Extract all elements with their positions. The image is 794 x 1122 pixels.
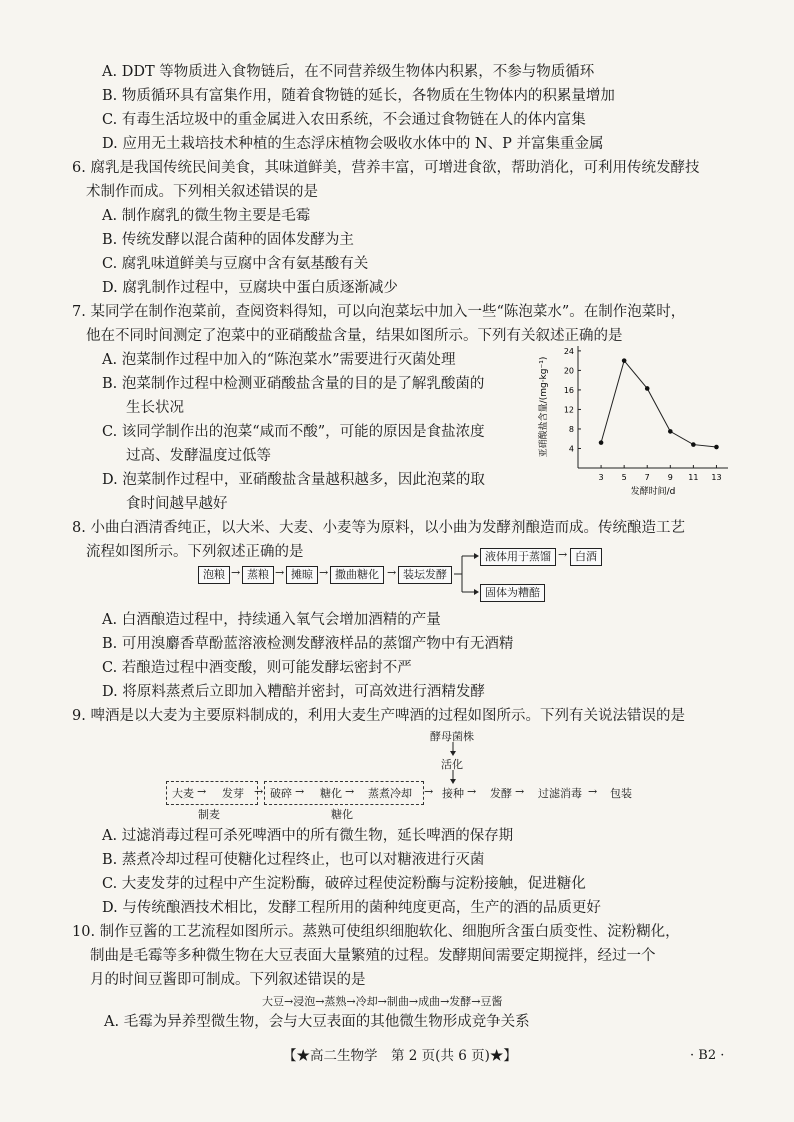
y-tick-label: 12 [563, 405, 574, 415]
flow-arrow: → [588, 785, 598, 798]
y-axis-label: 亚硝酸盐含量/(mg·kg⁻¹) [539, 356, 549, 458]
flow-arrow: → [197, 785, 207, 798]
flow-filter-sterilize: 过滤消毒 [538, 787, 582, 800]
flow-arrow: → [254, 785, 264, 798]
q6-option-b: B. 传统发酵以混合菌种的固体发酵为主 [102, 232, 354, 248]
q7-option-b-cont: 生长状况 [126, 400, 184, 416]
activation-label: 活化 [441, 758, 463, 771]
data-point [645, 386, 650, 391]
flow-step-zhuangtan: 装坛发酵 [398, 566, 452, 584]
q6-stem-line1: 6. 腐乳是我国传统民间美食，其味道鲜美，营养丰富，可增进食欲，帮助消化，可利用传统发酵技 [72, 160, 700, 176]
x-tick-label: 3 [598, 473, 604, 482]
flow-step-paoliang: 泡粮 [198, 566, 230, 584]
q7-option-d-cont: 食时间越早越好 [126, 496, 228, 512]
group-label-saccharification: 糖化 [331, 808, 353, 821]
flow-arrow: → [295, 785, 305, 798]
q9-option-d: D. 与传统酿酒技术相比，发酵工程所用的菌种纯度更高，生产的酒的品质更好 [102, 900, 601, 916]
data-point [691, 442, 696, 447]
flow-arrow: → [387, 566, 397, 579]
q8-option-a: A. 白酒酿造过程中，持续通入氧气会增加酒精的产量 [102, 612, 441, 628]
x-tick-label: 9 [667, 473, 673, 482]
group-label-malting: 制麦 [198, 808, 220, 821]
y-tick-label: 8 [568, 424, 574, 434]
q8-option-d: D. 将原料蒸煮后立即加入糟醅并密封，可高效进行酒精发酵 [102, 684, 485, 700]
q5-option-d: D. 应用无土栽培技术种植的生态浮床植物会吸收水体中的 N、P 并富集重金属 [102, 136, 604, 152]
q9-option-c: C. 大麦发芽的过程中产生淀粉酶，破碎过程使淀粉酶与淀粉接触，促进糖化 [102, 876, 586, 892]
q5-option-a: A. DDT 等物质进入食物链后，在不同营养级生物体内积累，不参与物质循环 [102, 64, 595, 80]
flow-arrow: → [515, 785, 525, 798]
page-footer: 【★高二生物学 第 2 页(共 6 页)★】 [283, 1048, 517, 1064]
down-arrow-2 [448, 770, 458, 784]
q9-option-a: A. 过滤消毒过程可杀死啤酒中的所有微生物，延长啤酒的保存期 [102, 828, 514, 844]
flow-step-tanliang: 摊晾 [286, 566, 318, 584]
q7-option-d: D. 泡菜制作过程中，亚硝酸盐含量越积越多，因此泡菜的取 [102, 472, 485, 488]
q10-flow: 大豆→浸泡→蒸熟→冷却→制曲→成曲→发酵→豆酱 [262, 995, 503, 1008]
x-axis-label: 发酵时间/d [630, 487, 676, 497]
down-arrow-1 [448, 742, 458, 756]
y-tick-label: 24 [563, 346, 574, 356]
y-tick-label: 16 [563, 385, 574, 395]
q6-option-d: D. 腐乳制作过程中，豆腐块中蛋白质逐渐减少 [102, 280, 398, 296]
data-point [714, 445, 719, 450]
y-tick-label: 4 [568, 444, 574, 454]
q7-option-c: C. 该同学制作出的泡菜“咸而不酸”，可能的原因是食盐浓度 [102, 424, 485, 440]
flow-cook-cool: 蒸煮冷却 [368, 787, 412, 800]
q7-stem-line1: 7. 某同学在制作泡菜前，查阅资料得知，可以向泡菜坛中加入一些“陈泡菜水”。在制作泡菜时， [72, 304, 686, 320]
flow-crush: 破碎 [270, 787, 292, 800]
flow-step-saqu: 撒曲糖化 [330, 566, 384, 584]
q6-option-c: C. 腐乳味道鲜美与豆腐中含有氨基酸有关 [102, 256, 369, 272]
q7-stem-line2: 他在不同时间测定了泡菜中的亚硝酸盐含量，结果如图所示。下列有关叙述正确的是 [86, 328, 623, 344]
flow-branch-solid: 固体为糟醅 [480, 584, 545, 602]
x-tick-label: 13 [711, 473, 722, 482]
flow-arrow: → [231, 566, 241, 579]
q8-option-c: C. 若酿造过程中酒变酸，则可能发酵坛密封不严 [102, 660, 412, 676]
flow-branch-liquid: 液体用于蒸馏 [480, 548, 556, 566]
flow-arrow: → [424, 785, 434, 798]
q8-option-b: B. 可用溴麝香草酚蓝溶液检测发酵液样品的蒸馏产物中有无酒精 [102, 636, 514, 652]
flow-step-zhengliang: 蒸粮 [242, 566, 274, 584]
data-point [668, 429, 673, 434]
x-tick-label: 7 [644, 473, 650, 482]
flow-ferment: 发酵 [490, 787, 512, 800]
q7-option-b: B. 泡菜制作过程中检测亚硝酸盐含量的目的是了解乳酸菌的 [102, 376, 485, 392]
q10-stem-line3: 月的时间豆酱即可制成。下列叙述错误的是 [90, 972, 366, 988]
flow-arrow: → [467, 785, 477, 798]
flow-package: 包装 [610, 787, 632, 800]
q7-option-c-cont: 过高、发酵温度过低等 [126, 448, 271, 464]
q5-option-b: B. 物质循环具有富集作用，随着食物链的延长，各物质在生物体内的积累量增加 [102, 88, 615, 104]
q9-stem: 9. 啤酒是以大麦为主要原料制成的，利用大麦生产啤酒的过程如图所示。下列有关说法错误的是 [72, 708, 685, 724]
flow-inoculate: 接种 [442, 787, 464, 800]
q8-stem-line2: 流程如图所示。下列叙述正确的是 [86, 544, 304, 560]
yeast-strain-label: 酵母菌株 [430, 730, 474, 743]
y-tick-label: 20 [563, 366, 574, 376]
q6-stem-line2: 术制作而成。下列相关叙述错误的是 [86, 184, 318, 200]
flow-arrow: → [558, 548, 568, 561]
q10-option-a: A. 毛霉为异养型微生物，会与大豆表面的其他微生物形成竞争关系 [104, 1014, 530, 1030]
series-line [601, 361, 716, 447]
q6-option-a: A. 制作腐乳的微生物主要是毛霉 [102, 208, 311, 224]
x-tick-label: 11 [688, 473, 699, 482]
page-code: · B2 · [690, 1048, 725, 1063]
flow-saccharify: 糖化 [320, 787, 342, 800]
flow-germinate: 发芽 [222, 787, 244, 800]
q8-stem-line1: 8. 小曲白酒清香纯正，以大米、大麦、小麦等为原料，以小曲为发酵剂酿造而成。传统酿造工艺 [72, 520, 685, 536]
flow-branch-baijiu: 白酒 [570, 548, 602, 566]
data-point [599, 440, 604, 445]
flow-arrow: → [345, 785, 355, 798]
flow-arrow: → [275, 566, 285, 579]
q7-option-a: A. 泡菜制作过程中加入的“陈泡菜水”需要进行灭菌处理 [102, 352, 456, 368]
q9-option-b: B. 蒸煮冷却过程可使糖化过程终止，也可以对糖液进行灭菌 [102, 852, 485, 868]
nitrite-chart [528, 338, 738, 498]
data-point [622, 358, 627, 363]
q5-option-c: C. 有毒生活垃圾中的重金属进入农田系统，不会通过食物链在人的体内富集 [102, 112, 586, 128]
q10-stem-line1: 10. 制作豆酱的工艺流程如图所示。蒸熟可使组织细胞软化、细胞所含蛋白质变性、淀粉糊化， [72, 924, 680, 940]
flow-barley: 大麦 [172, 787, 194, 800]
x-tick-label: 5 [621, 473, 627, 482]
q10-stem-line2: 制曲是毛霉等多种微生物在大豆表面大量繁殖的过程。发酵期间需要定期搅拌，经过一个 [90, 948, 656, 964]
flow-arrow: → [319, 566, 329, 579]
